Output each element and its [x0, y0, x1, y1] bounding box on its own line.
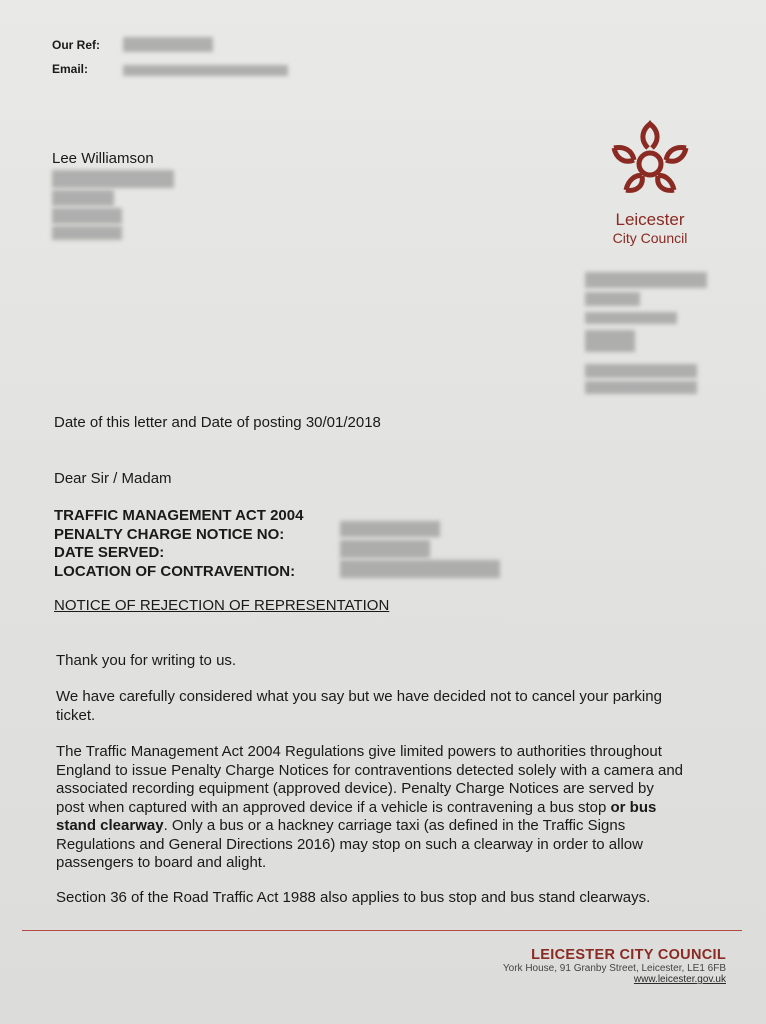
paragraph-decision: We have carefully considered what you say but we have decided not to cancel your parking ticket.	[56, 688, 662, 724]
notice-title: NOTICE OF REJECTION OF REPRESENTATION	[54, 597, 390, 614]
redacted-pcn	[340, 521, 440, 537]
heading-date-served: DATE SERVED:	[54, 544, 165, 561]
redacted-email	[123, 65, 288, 76]
redacted-sender-line	[585, 312, 677, 324]
heading-block	[54, 507, 354, 581]
email-label: Email:	[52, 62, 89, 76]
paragraph-section36: Section 36 of the Road Traffic Act 1988 also applies to bus stop and bus stand clearways.	[56, 889, 651, 906]
our-ref-label: Our Ref:	[52, 38, 100, 52]
redacted-ref	[123, 37, 213, 52]
rose-icon	[600, 118, 700, 206]
paragraph-thanks: Thank you for writing to us.	[56, 652, 237, 669]
heading-act: TRAFFIC MANAGEMENT ACT 2004	[54, 507, 304, 524]
logo-name	[600, 211, 700, 247]
footer	[406, 947, 726, 985]
redacted-sender-line	[585, 292, 640, 306]
redacted-sender-line	[585, 381, 697, 394]
heading-pcn: PENALTY CHARGE NOTICE NO:	[54, 525, 285, 543]
redacted-address-line	[52, 208, 122, 224]
date-line: Date of this letter and Date of posting 30/01/2018	[54, 414, 381, 431]
paragraph-regulations-bold: or bus stand clearway	[56, 798, 657, 834]
council-logo	[600, 118, 700, 247]
salutation: Dear Sir / Madam	[54, 470, 172, 487]
paragraph-regulations	[56, 743, 686, 873]
logo-line2: City Council	[612, 230, 688, 246]
heading-location: LOCATION OF CONTRAVENTION:	[54, 562, 296, 580]
footer-divider	[22, 930, 742, 931]
redacted-date-served	[340, 540, 430, 558]
redacted-address-line	[52, 170, 174, 188]
footer-website-link[interactable]: www.leicester.gov.uk	[633, 974, 726, 985]
redacted-sender-line	[585, 330, 635, 352]
redacted-sender-line	[585, 272, 707, 288]
paragraph-regulations-text-b: . Only a bus or a hackney carriage taxi (as defined in the Traffic Signs Regulations and General Directions 2016) may stop on such a clearway in order to allow passengers to board and alight.	[56, 817, 643, 871]
recipient-name: Lee Williamson	[52, 150, 154, 167]
footer-council-name: LEICESTER CITY COUNCIL	[531, 947, 726, 963]
redacted-sender-line	[585, 364, 697, 378]
redacted-address-line	[52, 226, 122, 240]
paragraph-regulations-text-a: The Traffic Management Act 2004 Regulations give limited powers to authorities throughout England to issue Penalty Charge Notices for contraventions detected solely with a camera and associated recording equipment (approved device). Penalty Charge Notices are served by post when captured with an approved device if a vehicle is contravening a bus stop	[56, 743, 684, 816]
redacted-location	[340, 560, 500, 578]
redacted-address-line	[52, 190, 114, 206]
footer-address: York House, 91 Granby Street, Leicester, LE1 6FB	[502, 963, 726, 974]
logo-line1: Leicester	[615, 210, 685, 229]
